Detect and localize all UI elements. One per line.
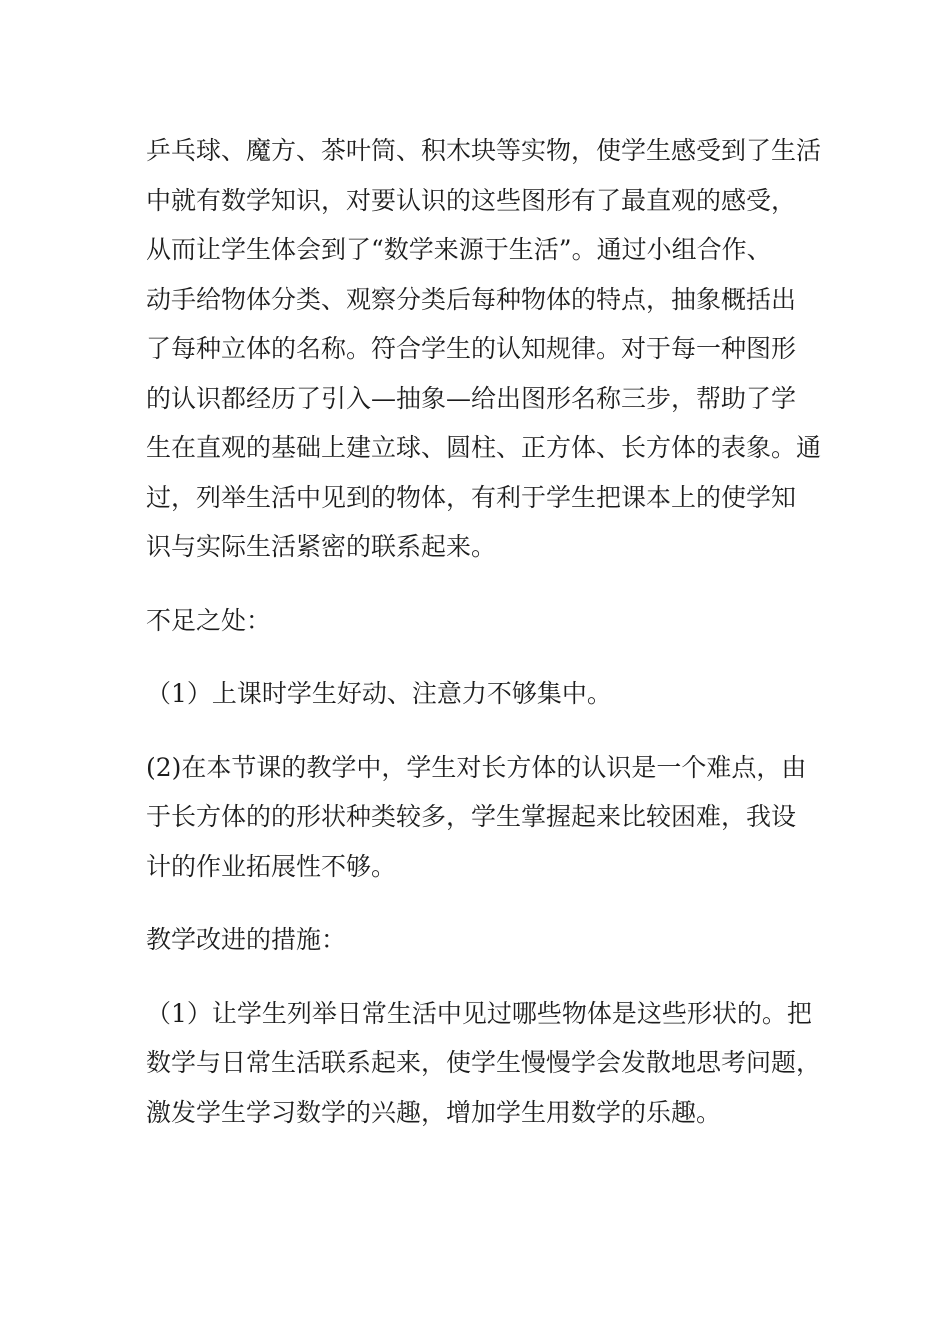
text-line: (2)在本节课的教学中，学生对长方体的认识是一个难点，由 (146, 752, 807, 782)
text-line: 数学与日常生活联系起来，使学生慢慢学会发散地思考问题， (146, 1048, 822, 1077)
improvements-heading (146, 915, 816, 965)
document-body (146, 126, 822, 1137)
text-line: （1）让学生列举日常生活中见过哪些物体是这些形状的。把 (146, 998, 812, 1028)
text-line: 乒乓球、魔方、茶叶筒、积木块等实物，使学生感受到了生活 (146, 136, 822, 165)
text-line: 激发学生学习数学的兴趣，增加学生用数学的乐趣。 (146, 1097, 722, 1127)
text-line: 了每种立体的名称。符合学生的认知规律。对于每一种图形 (146, 334, 797, 363)
improvement-item-1 (146, 989, 822, 1138)
text-line: 识与实际生活紧密的联系起来。 (146, 532, 497, 561)
text-line: 的认识都经历了引入—抽象—给出图形名称三步，帮助了学 (146, 383, 797, 413)
text-line: 过，列举生活中见到的物体，有利于学生把课本上的使学知 (146, 482, 797, 512)
heading-text: 不足之处： (146, 605, 272, 635)
reflection-paragraph (146, 126, 822, 572)
shortcoming-item-1 (146, 669, 816, 719)
text-line: 于长方体的的形状种类较多，学生掌握起来比较困难，我设 (146, 802, 797, 831)
text-line: 动手给物体分类、观察分类后每种物体的特点，抽象概括出 (146, 284, 797, 314)
shortcomings-heading (146, 596, 816, 646)
text-line: 计的作业拓展性不够。 (146, 851, 397, 881)
text-line: 中就有数学知识，对要认识的这些图形有了最直观的感受， (146, 185, 797, 215)
shortcoming-item-2 (146, 743, 816, 892)
heading-text: 教学改进的措施： (146, 925, 347, 954)
text-line: 从而让学生体会到了“数学来源于生活”。通过小组合作、 (146, 235, 772, 264)
text-line: 生在直观的基础上建立球、圆柱、正方体、长方体的表象。通 (146, 433, 822, 462)
text-line: （1）上课时学生好动、注意力不够集中。 (146, 679, 612, 708)
